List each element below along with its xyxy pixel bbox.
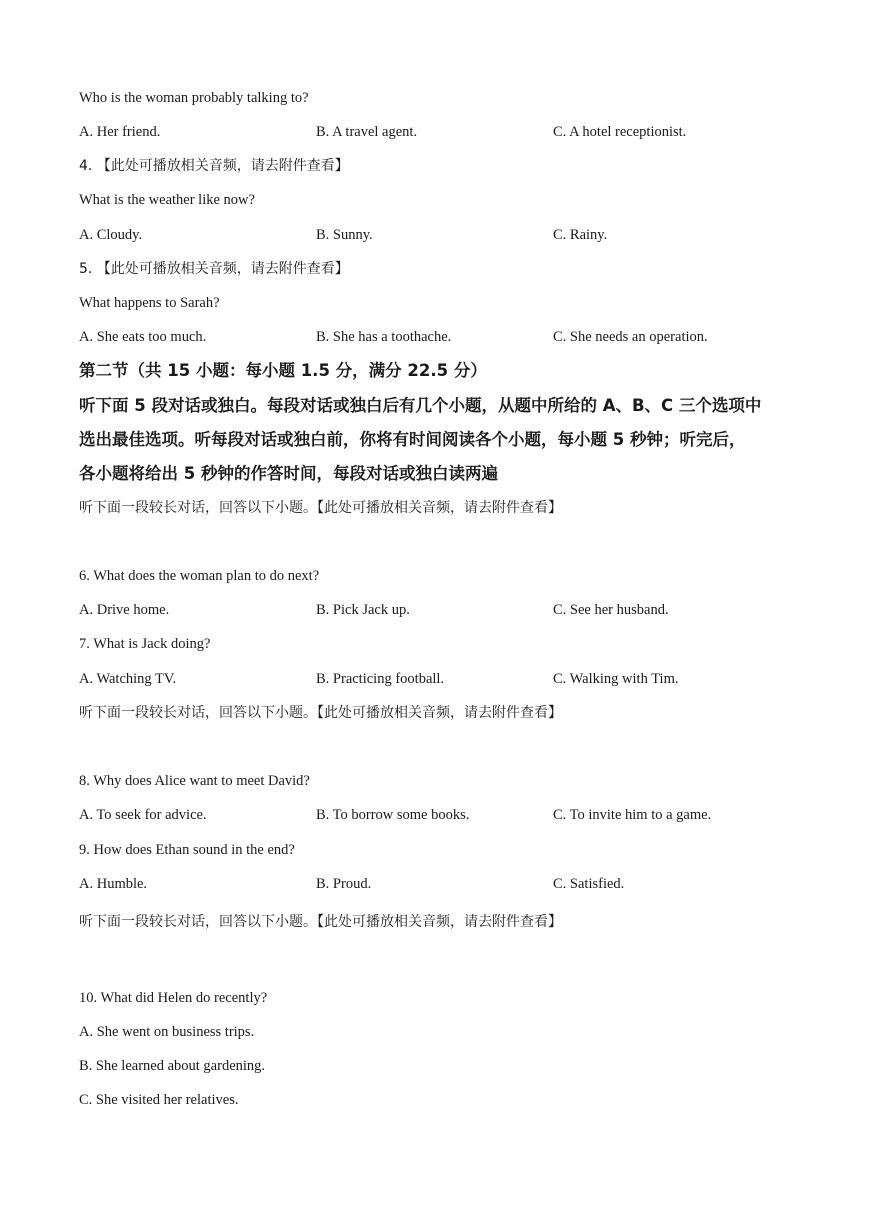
- q7-option-a: A. Watching TV.: [79, 671, 177, 687]
- q10-option-b: B. She learned about gardening.: [79, 1058, 266, 1074]
- q3-question: Who is the woman probably talking to?: [79, 90, 309, 106]
- section-instruction-line-2: 选出最佳选项。听每段对话或独白前，你将有时间阅读各个小题，每小题 5 秒钟；听完后，: [79, 430, 746, 449]
- q8-option-a: A. To seek for advice.: [79, 807, 207, 823]
- q7-option-c: C. Walking with Tim.: [553, 671, 679, 687]
- dialog1-intro: 听下面一段较长对话，回答以下小题。【此处可播放相关音频，请去附件查看】: [79, 500, 562, 516]
- q6-option-c: C. See her husband.: [553, 602, 669, 618]
- q9-option-b: B. Proud.: [316, 876, 372, 892]
- section-instruction-line-3: 各小题将给出 5 秒钟的作答时间，每段对话或独白读两遍: [79, 464, 498, 483]
- q4-option-a: A. Cloudy.: [79, 227, 143, 243]
- q9-question: 9. How does Ethan sound in the end?: [79, 842, 295, 858]
- dialog2-intro: 听下面一段较长对话，回答以下小题。【此处可播放相关音频，请去附件查看】: [79, 705, 562, 721]
- q9-option-a: A. Humble.: [79, 876, 148, 892]
- q5-option-b: B. She has a toothache.: [316, 329, 452, 345]
- q7-question: 7. What is Jack doing?: [79, 636, 211, 652]
- q4-option-c: C. Rainy.: [553, 227, 608, 243]
- q6-option-a: A. Drive home.: [79, 602, 170, 618]
- section-title: 第二节（共 15 小题：每小题 1.5 分，满分 22.5 分）: [79, 361, 487, 380]
- q10-option-a: A. She went on business trips.: [79, 1024, 255, 1040]
- q4-option-b: B. Sunny.: [316, 227, 373, 243]
- q3-option-b: B. A travel agent.: [316, 124, 418, 140]
- q4-question: What is the weather like now?: [79, 192, 255, 208]
- q4-audio-note: 4. 【此处可播放相关音频，请去附件查看】: [79, 158, 349, 174]
- q3-option-c: C. A hotel receptionist.: [553, 124, 687, 140]
- q5-audio-note: 5. 【此处可播放相关音频，请去附件查看】: [79, 261, 349, 277]
- q10-question: 10. What did Helen do recently?: [79, 990, 268, 1006]
- q8-option-b: B. To borrow some books.: [316, 807, 470, 823]
- section-instruction-line-1: 听下面 5 段对话或独白。每段对话或独白后有几个小题，从题中所给的 A、B、C 三个选项中: [79, 396, 762, 415]
- q5-option-a: A. She eats too much.: [79, 329, 207, 345]
- q8-question: 8. Why does Alice want to meet David?: [79, 773, 310, 789]
- q7-option-b: B. Practicing football.: [316, 671, 445, 687]
- q5-question: What happens to Sarah?: [79, 295, 220, 311]
- q6-option-b: B. Pick Jack up.: [316, 602, 410, 618]
- q8-option-c: C. To invite him to a game.: [553, 807, 712, 823]
- q6-question: 6. What does the woman plan to do next?: [79, 568, 320, 584]
- q3-option-a: A. Her friend.: [79, 124, 161, 140]
- dialog3-intro: 听下面一段较长对话，回答以下小题。【此处可播放相关音频，请去附件查看】: [79, 914, 562, 930]
- q5-option-c: C. She needs an operation.: [553, 329, 708, 345]
- q10-option-c: C. She visited her relatives.: [79, 1092, 239, 1108]
- q9-option-c: C. Satisfied.: [553, 876, 625, 892]
